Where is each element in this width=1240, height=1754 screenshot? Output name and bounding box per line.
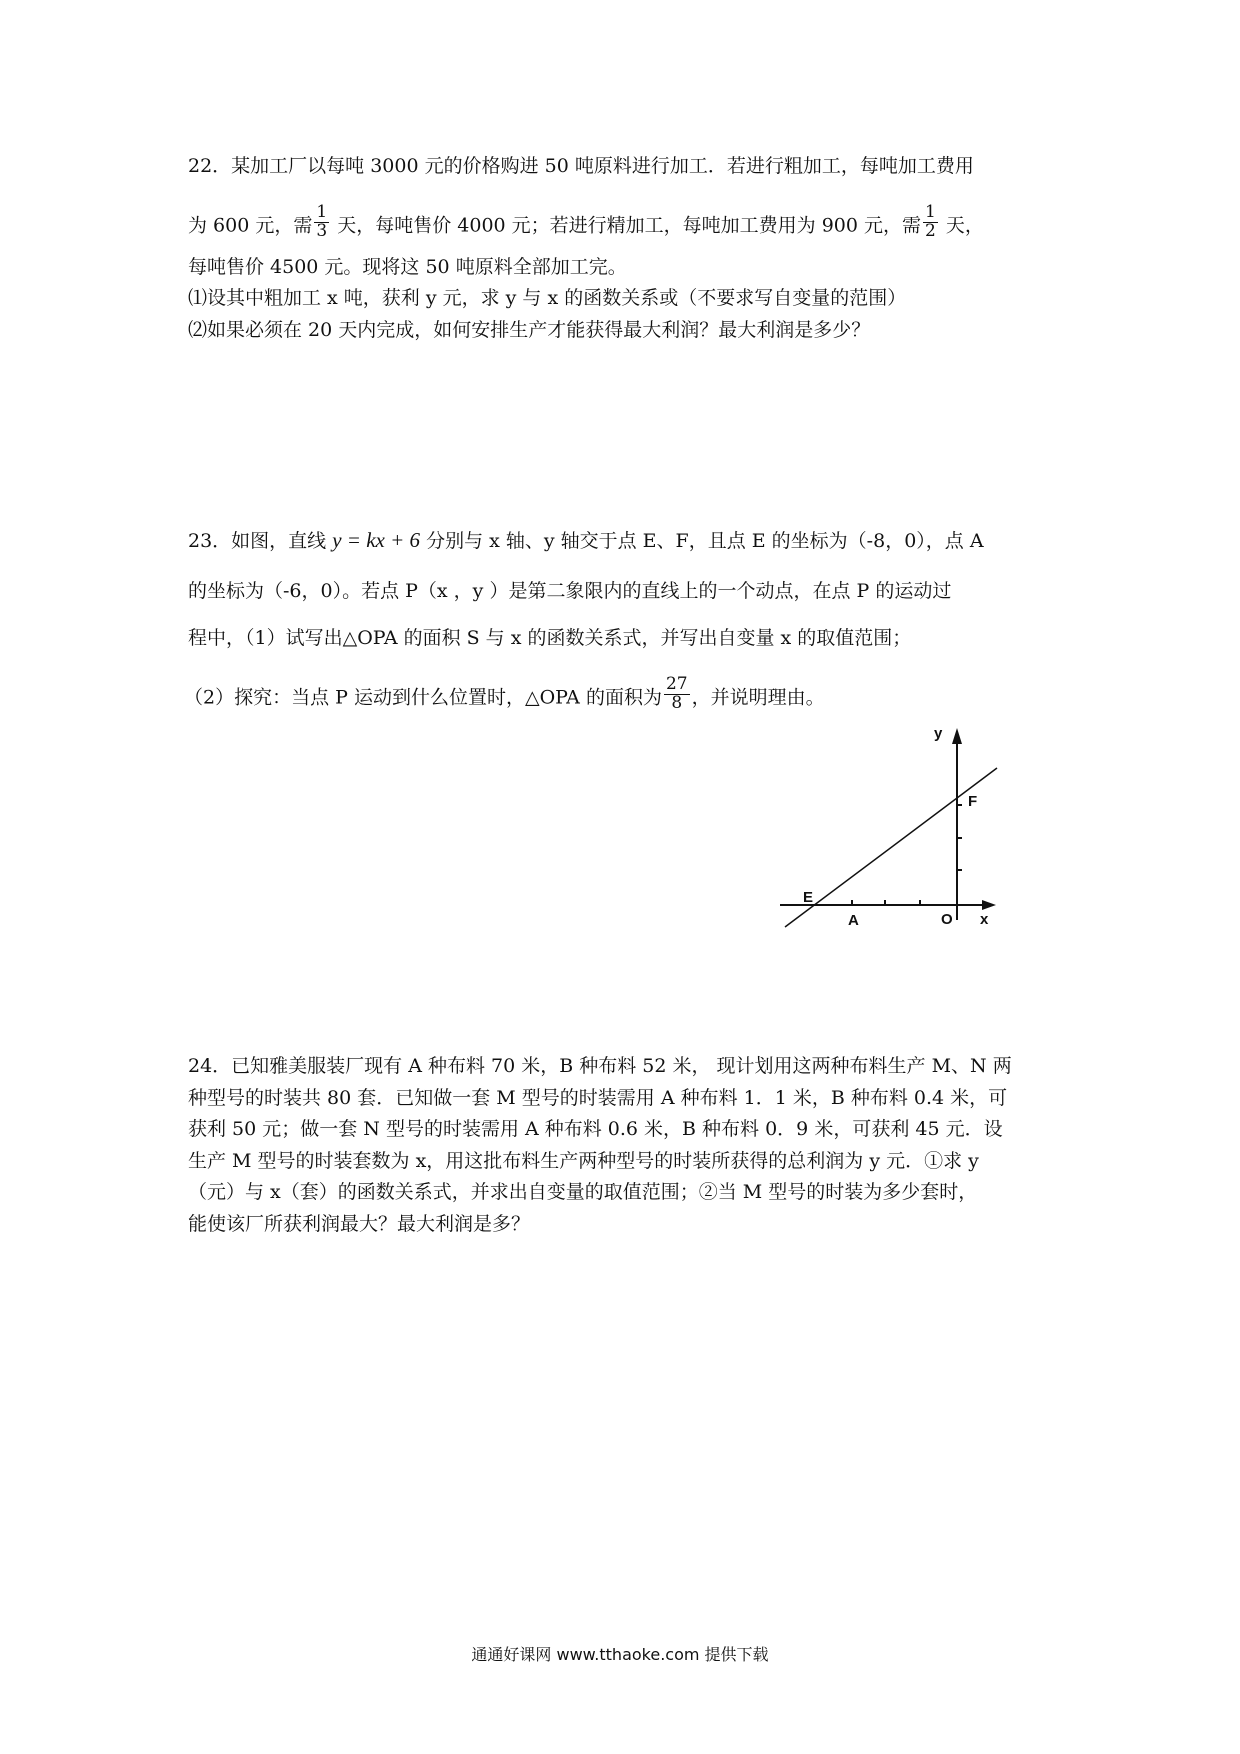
line-ef [785, 768, 997, 927]
fraction-numerator: 1 [316, 202, 328, 222]
q22-line-3: 每吨售价 4500 元。现将这 50 吨原料全部加工完。 [188, 256, 627, 278]
page-footer: 通通好课网 www.tthaoke.com 提供下载 [471, 1645, 769, 1664]
q24-line-6: 能使该厂所获利润最大？最大利润是多？ [188, 1213, 531, 1235]
q24-line-1: 24．已知雅美服装厂现有 A 种布料 70 米，B 种布料 52 米， 现计划用这两种布料生产 M、N 两 [188, 1055, 1012, 1077]
fraction-one-third [314, 204, 329, 241]
label-a: A [848, 912, 859, 929]
q23-line-3: 程中，（1）试写出△OPA 的面积 S 与 x 的函数关系式，并写出自变量 x 的取值范围； [188, 627, 912, 649]
q23-line-4-text-b: ，并说明理由。 [691, 686, 825, 709]
fraction-numerator: 27 [665, 674, 688, 694]
label-x: x [980, 911, 989, 928]
q24-line-5: （元）与 x（套）的函数关系式，并求出自变量的取值范围；②当 M 型号的时装为多少套时， [188, 1181, 978, 1203]
fraction-numerator: 1 [925, 202, 936, 222]
q24-line-4: 生产 M 型号的时装套数为 x，用这批布料生产两种型号的时装所获得的总利润为 y 元．①求 y [188, 1150, 979, 1172]
x-axis-arrow [982, 900, 996, 910]
q22-line-2-text-a: 为 600 元，需 [188, 214, 313, 237]
q23-line-1-text-b: 分别与 x 轴、y 轴交于点 E、F，且点 E 的坐标为（-8，0），点 A [420, 530, 984, 552]
label-e: E [803, 889, 814, 906]
y-axis-arrow [952, 728, 962, 744]
label-o: O [941, 911, 953, 928]
q23-line-1 [188, 530, 984, 551]
q24-line-3: 获利 50 元；做一套 N 型号的时装需用 A 种布料 0.6 米，B 种布料 0．9 米，可获利 45 元．设 [188, 1118, 1003, 1140]
q22-line-2 [188, 202, 984, 245]
label-f: F [968, 793, 978, 810]
label-y: y [934, 725, 943, 742]
q22-line-2-text-b: 天，每吨售价 4000 元；若进行精加工，每吨加工费用为 900 元，需 [331, 214, 922, 237]
q24-line-2: 种型号的时装共 80 套．已知做一套 M 型号的时装需用 A 种布料 1．1 米，B 种布料 0.4 米，可 [188, 1087, 1008, 1109]
q23-line-1-text-a: 23．如图，直线 [188, 530, 333, 552]
q22-line-1: 22．某加工厂以每吨 3000 元的价格购进 50 吨原料进行加工．若进行粗加工，每吨加工费用 [188, 155, 974, 177]
fraction-one-half [923, 204, 938, 241]
fraction-denominator: 2 [925, 220, 936, 241]
q22-line-2-text-c: 天， [939, 214, 984, 237]
fraction-denominator: 3 [316, 220, 328, 241]
fraction-denominator: 8 [671, 692, 683, 713]
fraction-27-8 [664, 676, 690, 713]
q23-figure [770, 720, 1010, 940]
q23-equation: y = kx + 6 [332, 528, 421, 552]
q23-line-4 [184, 674, 825, 717]
q22-line-5: ⑵如果必须在 20 天内完成，如何安排生产才能获得最大利润？最大利润是多少？ [188, 319, 871, 341]
q23-line-2: 的坐标为（-6，0）。若点 P（x ，y ）是第二象限内的直线上的一个动点，在点 P 的运动过 [188, 580, 952, 602]
q23-line-4-text-a: （2）探究：当点 P 运动到什么位置时，△OPA 的面积为 [184, 686, 662, 709]
q22-line-4: ⑴设其中粗加工 x 吨，获利 y 元，求 y 与 x 的函数关系或（不要求写自变量的范围） [188, 287, 907, 309]
